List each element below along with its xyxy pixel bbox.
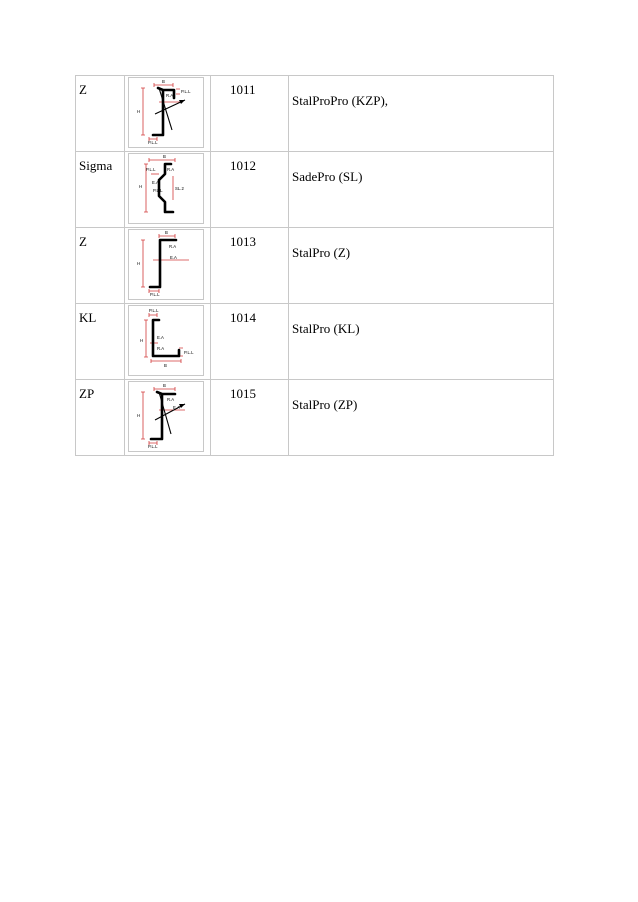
dimension-label: B xyxy=(163,383,166,388)
dimension-label: R.A xyxy=(157,346,165,351)
profile-code: 1015 xyxy=(230,386,256,401)
profile-name-cell xyxy=(76,76,125,152)
profile-description-cell xyxy=(289,304,554,380)
profile-name-cell xyxy=(76,228,125,304)
dimension-label: P.L.L xyxy=(184,350,194,355)
profile-description: SadePro (SL) xyxy=(292,169,363,184)
dimension-label: R.A xyxy=(166,93,174,98)
table-row xyxy=(76,304,554,380)
profile-code-cell xyxy=(211,228,289,304)
dimension-label: B xyxy=(162,79,165,84)
dimension-label: H xyxy=(137,413,141,418)
kl-profile-drawing-icon xyxy=(128,305,204,376)
profile-name: KL xyxy=(79,310,97,325)
profile-name-cell xyxy=(76,380,125,456)
dimension-label: P.L.L xyxy=(148,140,158,145)
profile-image-cell xyxy=(125,76,211,152)
profile-code-cell xyxy=(211,76,289,152)
profile-description-cell xyxy=(289,380,554,456)
profile-name-cell xyxy=(76,304,125,380)
dimension-label: P.L.L xyxy=(150,292,160,297)
table-row xyxy=(76,152,554,228)
dimension-label: P.L.L xyxy=(181,89,191,94)
dimension-label: SL.2 xyxy=(175,186,184,191)
profile-description-cell xyxy=(289,152,554,228)
dimension-label: E.A xyxy=(157,335,164,340)
dimension-label: B xyxy=(163,154,166,159)
dimension-label: H xyxy=(139,184,143,189)
table-row xyxy=(76,380,554,456)
profile-image-cell xyxy=(125,228,211,304)
profile-image-cell xyxy=(125,380,211,456)
z-profile-drawing-icon xyxy=(128,77,204,148)
profile-description: StalPro (ZP) xyxy=(292,397,358,412)
profile-code: 1014 xyxy=(230,310,256,325)
sigma-profile-drawing-icon xyxy=(128,153,204,224)
dimension-label: P.L.L xyxy=(146,167,156,172)
profile-description-cell xyxy=(289,76,554,152)
z-profile-drawing-icon xyxy=(128,229,204,300)
dimension-label: E.A xyxy=(170,255,177,260)
profile-code-cell xyxy=(211,152,289,228)
dimension-label: B xyxy=(164,363,167,368)
profile-name: Sigma xyxy=(79,158,113,173)
dimension-label: R.A xyxy=(167,167,175,172)
dimension-label: R.A xyxy=(167,397,175,402)
dimension-label: P.L.L xyxy=(148,444,158,449)
profile-image-cell xyxy=(125,304,211,380)
profile-name-cell xyxy=(76,152,125,228)
profile-table xyxy=(75,75,554,456)
profile-name: Z xyxy=(79,234,87,249)
profile-description: StalProPro (KZP), xyxy=(292,93,389,108)
profile-name: ZP xyxy=(79,386,95,401)
profile-description-cell xyxy=(289,228,554,304)
dimension-label: H xyxy=(137,261,141,266)
profile-code: 1013 xyxy=(230,234,256,249)
zp-profile-drawing-icon xyxy=(128,381,204,452)
dimension-label: R.A xyxy=(169,244,177,249)
table-row xyxy=(76,76,554,152)
profile-image-cell xyxy=(125,152,211,228)
dimension-label: H xyxy=(137,109,141,114)
profile-code-cell xyxy=(211,304,289,380)
profile-name: Z xyxy=(79,82,87,97)
dimension-label: E.A xyxy=(152,180,159,185)
dimension-label: H xyxy=(140,338,144,343)
dimension-label: P.L.L xyxy=(153,188,163,193)
table-row xyxy=(76,228,554,304)
profile-code: 1012 xyxy=(230,158,256,173)
dimension-label: E.A xyxy=(173,405,180,410)
profile-description: StalPro (Z) xyxy=(292,245,351,260)
profile-description: StalPro (KL) xyxy=(292,321,360,336)
profile-code-cell xyxy=(211,380,289,456)
dimension-label: B xyxy=(165,230,168,235)
dimension-label: P.L.L xyxy=(149,308,159,313)
profile-code: 1011 xyxy=(230,82,256,97)
